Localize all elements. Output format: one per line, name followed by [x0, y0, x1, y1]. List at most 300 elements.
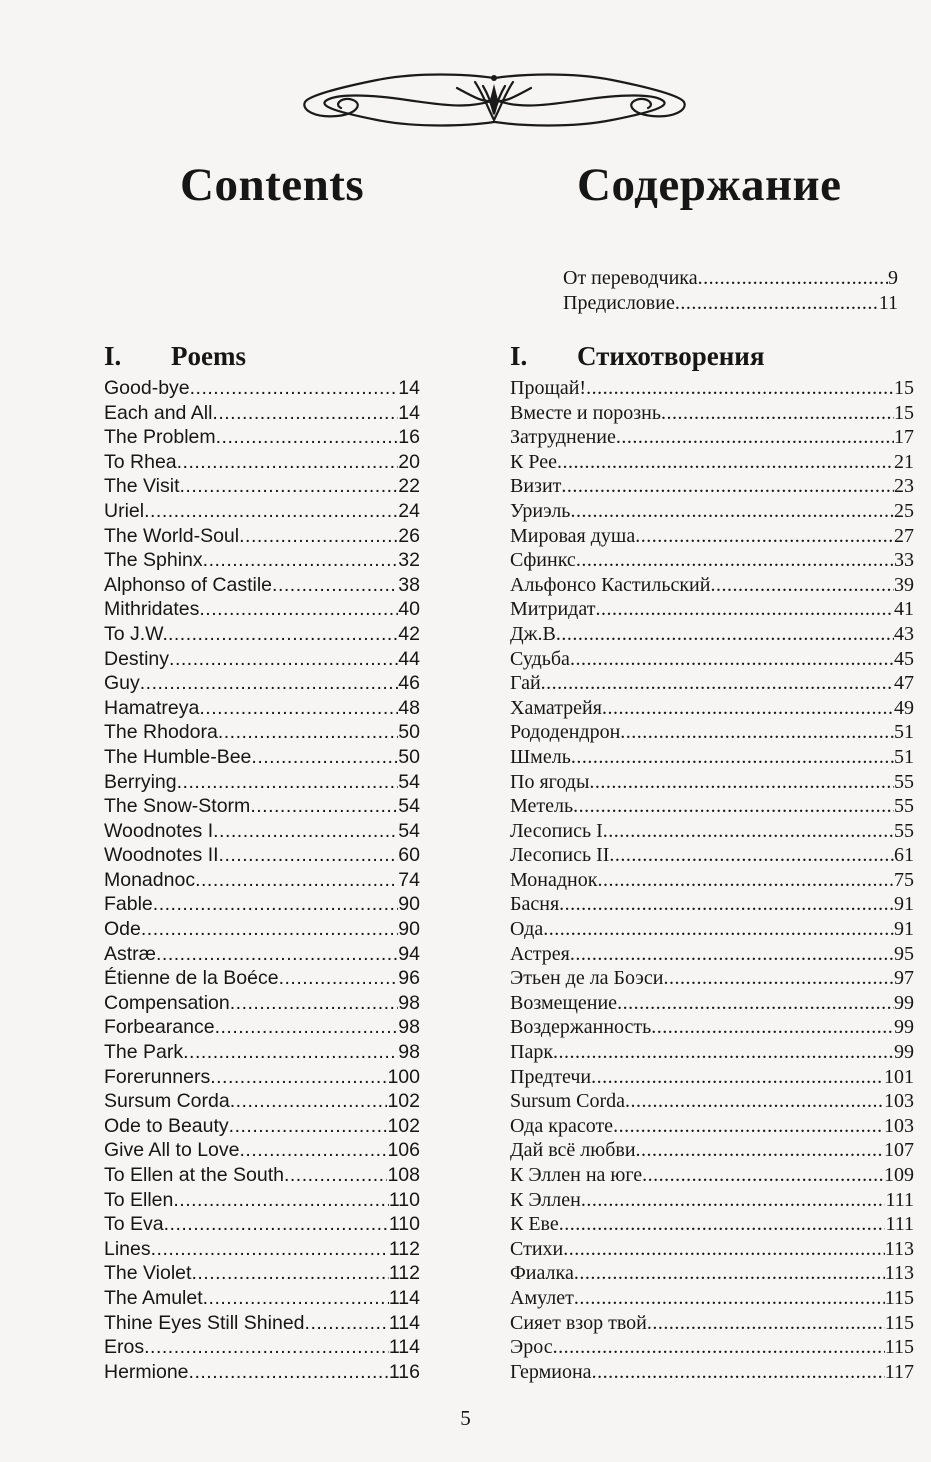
entry-title: Визит: [510, 475, 562, 498]
toc-entry: [104, 1360, 420, 1385]
toc-entry: [510, 843, 914, 868]
toc-entry: [510, 1163, 914, 1188]
toc-entry: [104, 966, 420, 991]
entry-page: 103: [884, 1090, 914, 1113]
toc-entry: [510, 573, 914, 598]
toc-entry: [104, 1311, 420, 1336]
entry-page: 50: [398, 721, 420, 744]
dot-leader: [603, 819, 894, 844]
entry-page: 54: [398, 795, 420, 818]
entry-title: Forerunners: [104, 1065, 211, 1088]
scroll-ornament-icon: [297, 70, 692, 130]
toc-entry: [104, 450, 420, 475]
entry-page: 99: [894, 1041, 914, 1064]
toc-entry: [510, 696, 914, 721]
dot-leader: [168, 622, 398, 647]
entry-title: Woodnotes II: [104, 844, 219, 867]
entry-title: Стихи: [510, 1237, 564, 1260]
toc-entry: [104, 647, 420, 672]
dot-leader: [156, 942, 398, 967]
entry-title: Предисловие: [563, 291, 675, 314]
dot-leader: [218, 720, 398, 745]
dot-leader: [602, 696, 894, 721]
section-title-ru: Стихотворения: [577, 341, 765, 371]
page-number: 5: [460, 1406, 471, 1430]
toc-entry: [510, 1089, 914, 1114]
entries-list-ru: [510, 376, 914, 1384]
dot-leader: [543, 917, 894, 942]
entry-page: 54: [398, 770, 420, 793]
toc-entry: [510, 1335, 914, 1360]
dot-leader: [210, 1065, 387, 1090]
dot-leader: [557, 450, 894, 475]
entry-title: Астрея: [510, 942, 570, 965]
entry-page: 96: [398, 967, 420, 990]
dot-leader: [284, 1163, 387, 1188]
entry-page: 49: [894, 696, 914, 719]
entry-title: Возмещение: [510, 991, 618, 1014]
dot-leader: [636, 1138, 884, 1163]
entry-title: Уриэль: [510, 499, 571, 522]
dot-leader: [541, 671, 894, 696]
entry-page: 33: [894, 549, 914, 572]
dot-leader: [240, 1138, 388, 1163]
dot-leader: [164, 1212, 389, 1237]
entry-title: Guy: [104, 672, 140, 695]
entry-title: Рододендрон: [510, 721, 621, 744]
entry-page: 24: [398, 499, 420, 522]
entry-page: 95: [894, 942, 914, 965]
entry-page: 43: [894, 622, 914, 645]
entry-title: Предтечи: [510, 1065, 592, 1088]
toc-entry: [510, 499, 914, 524]
toc-entry: [563, 266, 898, 291]
dot-leader: [203, 1286, 389, 1311]
toc-entry: [104, 1114, 420, 1139]
dot-leader: [571, 745, 894, 770]
entry-title: Дай всё любви: [510, 1139, 636, 1162]
toc-entry: [104, 1286, 420, 1311]
entry-title: To Eva: [104, 1213, 164, 1236]
toc-entry: [563, 291, 898, 316]
entry-page: 112: [388, 1237, 420, 1260]
entry-page: 111: [885, 1188, 914, 1211]
entry-title: Митридат: [510, 598, 596, 621]
toc-entry: [510, 819, 914, 844]
entry-title: Затруднение: [510, 426, 616, 449]
entry-page: 97: [894, 967, 914, 990]
entry-title: Lines: [104, 1237, 151, 1260]
dot-leader: [663, 966, 894, 991]
entry-title: Monadnoc: [104, 868, 196, 891]
entry-page: 50: [398, 745, 420, 768]
entry-title: Парк: [510, 1041, 554, 1064]
entry-page: 11: [878, 291, 898, 314]
entry-page: 111: [885, 1213, 914, 1236]
entry-page: 102: [387, 1114, 420, 1137]
entry-title: Thine Eyes Still Shined: [104, 1311, 305, 1334]
entry-title: The Problem: [104, 426, 216, 449]
toc-entry: [510, 1065, 914, 1090]
entry-title: Good-bye: [104, 377, 190, 399]
entry-page: 114: [388, 1286, 420, 1309]
dot-leader: [581, 1188, 886, 1213]
entry-page: 44: [398, 647, 420, 670]
entry-page: 55: [894, 795, 914, 818]
entry-title: Woodnotes I: [104, 819, 214, 842]
entry-page: 103: [884, 1114, 914, 1137]
toc-entry: [510, 917, 914, 942]
toc-entry: [104, 794, 420, 819]
dot-leader: [189, 1360, 389, 1385]
toc-entry: [510, 1212, 914, 1237]
entry-title: К Эллен: [510, 1188, 581, 1211]
entry-page: 115: [884, 1286, 914, 1309]
toc-entry: [104, 819, 420, 844]
entry-page: 98: [398, 991, 420, 1014]
toc-entry: [104, 892, 420, 917]
entry-title: To Ellen at the South: [104, 1164, 284, 1186]
toc-entry: [104, 376, 420, 401]
entry-title: Fable: [104, 893, 153, 916]
entry-title: The Rhodora: [104, 721, 218, 744]
toc-entry: [104, 524, 420, 549]
dot-leader: [556, 622, 894, 647]
toc-entry: [510, 720, 914, 745]
toc-entry: [104, 1212, 420, 1237]
toc-entry: [510, 597, 914, 622]
dot-leader: [595, 597, 894, 622]
entry-title: Гермиона: [510, 1360, 592, 1383]
entry-page: 98: [398, 1016, 420, 1039]
toc-entry: [510, 1138, 914, 1163]
toc-entry: [104, 1237, 420, 1262]
contents-title: Contents: [180, 159, 365, 211]
entry-title: Сфинкс: [510, 549, 576, 572]
entry-page: 39: [894, 573, 914, 596]
entry-page: 114: [388, 1336, 420, 1359]
toc-entry: [104, 1089, 420, 1114]
dot-leader: [661, 401, 894, 426]
entry-page: 113: [884, 1262, 914, 1285]
section-heading-ru: [510, 340, 914, 372]
toc-entry: [510, 1311, 914, 1336]
toc-entry: [104, 499, 420, 524]
entry-page: 14: [398, 401, 420, 424]
toc-entry: [104, 671, 420, 696]
entry-page: 9: [888, 267, 898, 289]
entry-page: 27: [894, 524, 914, 547]
entry-page: 25: [894, 499, 914, 522]
toc-entry: [510, 868, 914, 893]
entry-title: Eros: [104, 1336, 145, 1359]
entry-page: 16: [398, 426, 420, 449]
entry-page: 117: [884, 1360, 914, 1383]
entry-page: 90: [398, 918, 420, 941]
entry-title: Дж.В: [510, 622, 556, 645]
toc-entry: [510, 1286, 914, 1311]
toc-entry: [104, 1261, 420, 1286]
entry-page: 99: [894, 1016, 914, 1039]
toc-entry: [104, 942, 420, 967]
entry-title: Ode to Beauty: [104, 1114, 229, 1137]
entry-page: 108: [387, 1164, 420, 1186]
toc-entry: [104, 770, 420, 795]
dot-leader: [230, 1089, 388, 1114]
entry-page: 32: [398, 549, 420, 572]
toc-entry: [510, 474, 914, 499]
entry-page: 61: [894, 844, 914, 867]
toc-entry: [104, 1188, 420, 1213]
dot-leader: [141, 917, 398, 942]
dot-leader: [563, 1237, 885, 1262]
entry-title: The Humble-Bee: [104, 745, 252, 768]
dot-leader: [570, 647, 894, 672]
entry-title: По ягоды: [510, 770, 590, 793]
entry-title: To J.W.: [104, 622, 168, 645]
toc-entry: [510, 376, 914, 401]
dot-leader: [180, 474, 399, 499]
toc-entry: [104, 401, 420, 426]
entry-page: 47: [894, 672, 914, 695]
entry-page: 45: [894, 647, 914, 670]
dot-leader: [698, 266, 888, 291]
dot-leader: [190, 376, 399, 401]
toc-entry: [104, 1065, 420, 1090]
dot-leader: [215, 1015, 399, 1040]
toc-entry: [510, 794, 914, 819]
dot-leader: [620, 720, 894, 745]
entry-title: Лесопись II: [510, 844, 610, 867]
dot-leader: [597, 868, 894, 893]
entry-page: 116: [388, 1360, 420, 1383]
toc-entry: [104, 622, 420, 647]
toc-entry: [104, 425, 420, 450]
dot-leader: [592, 1360, 885, 1385]
entry-page: 41: [894, 598, 914, 621]
dot-leader: [195, 868, 398, 893]
entry-page: 48: [398, 696, 420, 719]
entry-title: От переводчика: [563, 267, 698, 289]
entry-title: Uriel: [104, 499, 145, 522]
dot-leader: [647, 1311, 885, 1336]
entry-title: Вместе и порознь: [510, 401, 661, 424]
toc-entry: [104, 720, 420, 745]
dot-leader: [675, 291, 879, 316]
entry-page: 55: [894, 819, 914, 842]
entry-page: 113: [884, 1237, 914, 1260]
dot-leader: [586, 376, 894, 401]
toc-entry: [510, 1237, 914, 1262]
entry-title: To Ellen: [104, 1188, 174, 1211]
dot-leader: [229, 1114, 388, 1139]
entry-title: Ode: [104, 918, 141, 941]
entry-page: 98: [398, 1041, 420, 1064]
toc-entry: [510, 401, 914, 426]
entry-page: 91: [894, 918, 914, 941]
toc-entry: [510, 1114, 914, 1139]
section-heading: [104, 340, 420, 372]
entry-page: 38: [398, 573, 420, 596]
entry-title: Hamatreya: [104, 696, 200, 719]
dot-leader: [151, 1237, 389, 1262]
dot-leader: [177, 450, 399, 475]
entry-title: К Еве: [510, 1213, 559, 1236]
entry-title: Berrying: [104, 770, 177, 793]
dot-leader: [635, 524, 894, 549]
entry-page: 51: [894, 745, 914, 768]
dot-leader: [230, 991, 399, 1016]
toc-entry: [510, 647, 914, 672]
entry-title: Судьба: [510, 647, 570, 670]
entry-title: The Park: [104, 1041, 184, 1064]
entry-page: 94: [398, 942, 420, 965]
toc-entry: [510, 892, 914, 917]
dot-leader: [553, 1335, 885, 1360]
entry-page: 54: [398, 819, 420, 842]
entry-title: Гай: [510, 672, 541, 695]
entry-page: 99: [894, 991, 914, 1014]
entry-title: Astræ: [104, 942, 157, 965]
entry-page: 115: [884, 1336, 914, 1359]
entry-title: Фиалка: [510, 1262, 574, 1285]
toc-entry: [104, 917, 420, 942]
dot-leader: [576, 548, 894, 573]
entry-page: 17: [894, 426, 914, 449]
entry-page: 102: [387, 1090, 420, 1113]
dot-leader: [177, 770, 399, 795]
toc-entry: [510, 966, 914, 991]
toc-entry: [510, 671, 914, 696]
entry-page: 14: [398, 377, 420, 399]
entry-title: Эрос: [510, 1336, 553, 1359]
entry-page: 90: [398, 893, 420, 916]
dot-leader: [710, 573, 894, 598]
dot-leader: [169, 647, 398, 672]
dot-leader: [239, 524, 398, 549]
entry-title: Give All to Love: [104, 1139, 240, 1162]
entry-page: 40: [398, 598, 420, 621]
entry-title: Destiny: [104, 647, 170, 670]
dot-leader: [173, 1188, 389, 1213]
entry-page: 26: [398, 524, 420, 547]
dot-leader: [199, 696, 398, 721]
toc-entry: [510, 1040, 914, 1065]
entry-page: 115: [884, 1311, 914, 1334]
entry-title: The Amulet: [104, 1286, 203, 1309]
entry-title: Амулет: [510, 1286, 574, 1309]
dot-leader: [212, 401, 398, 426]
entry-title: To Rhea: [104, 450, 177, 473]
entry-title: Étienne de la Boéce: [104, 967, 279, 990]
dot-leader: [573, 794, 894, 819]
entry-page: 101: [884, 1065, 914, 1088]
entry-title: Each and All: [104, 401, 213, 424]
entry-page: 23: [894, 475, 914, 498]
entry-page: 112: [388, 1262, 420, 1285]
preface-list: [563, 266, 898, 315]
entry-title: The Violet: [104, 1262, 192, 1285]
toc-entry: [510, 1188, 914, 1213]
dot-leader: [559, 1212, 886, 1237]
dot-leader: [570, 942, 894, 967]
toc-entry: [104, 745, 420, 770]
toc-entry: [104, 548, 420, 573]
entry-page: 114: [388, 1311, 420, 1334]
dot-leader: [613, 1114, 884, 1139]
toc-entry: [104, 868, 420, 893]
toc-entry: [104, 843, 420, 868]
entry-title: Mithridates: [104, 598, 200, 621]
entry-title: Compensation: [104, 991, 230, 1014]
entry-title: Сияет взор твой: [510, 1311, 647, 1334]
entry-title: Басня: [510, 893, 560, 916]
entry-title: Шмель: [510, 745, 571, 768]
toc-entry: [510, 1360, 914, 1385]
entry-page: 15: [894, 377, 914, 399]
entry-page: 75: [894, 868, 914, 891]
toc-entry: [510, 450, 914, 475]
entry-title: Sursum Corda: [104, 1090, 230, 1113]
entry-page: 55: [894, 770, 914, 793]
toc-entry: [510, 1015, 914, 1040]
dot-leader: [570, 499, 894, 524]
entry-title: The Snow-Storm: [104, 795, 251, 818]
entry-title: Мировая душа: [510, 524, 636, 547]
entry-title: Лесопись I: [510, 819, 603, 842]
toc-entry: [104, 1335, 420, 1360]
toc-entry: [510, 942, 914, 967]
dot-leader: [216, 425, 399, 450]
entry-title: Этьен де ла Боэси: [510, 967, 664, 990]
entry-page: 110: [388, 1188, 420, 1211]
entry-title: Ода: [510, 918, 544, 941]
dot-leader: [144, 499, 398, 524]
entry-title: Прощай!: [510, 377, 587, 399]
dot-leader: [191, 1261, 388, 1286]
toc-entry: [510, 770, 914, 795]
dot-leader: [153, 892, 399, 917]
entry-page: 22: [398, 475, 420, 498]
dot-leader: [199, 597, 398, 622]
toc-entry: [104, 597, 420, 622]
toc-entry: [510, 991, 914, 1016]
dot-leader: [574, 1286, 885, 1311]
entry-title: The Sphinx: [104, 549, 203, 572]
contents-column-en: [104, 340, 420, 1384]
entry-title: Хаматрейя: [510, 696, 602, 719]
entry-title: К Рее: [510, 450, 557, 473]
entry-page: 109: [884, 1164, 914, 1186]
dot-leader: [203, 548, 399, 573]
entry-title: Монаднок: [510, 868, 598, 891]
dot-leader: [140, 671, 399, 696]
toc-entry: [510, 622, 914, 647]
dot-leader: [625, 1089, 884, 1114]
dot-leader: [589, 770, 894, 795]
dot-leader: [219, 843, 399, 868]
section-number: I.: [104, 341, 122, 371]
toc-entry: [510, 425, 914, 450]
toc-entry: [104, 1138, 420, 1163]
entry-title: Hermione: [104, 1360, 189, 1383]
dot-leader: [617, 991, 894, 1016]
dot-leader: [183, 1040, 398, 1065]
entry-page: 15: [894, 401, 914, 424]
entry-title: Forbearance: [104, 1016, 215, 1039]
entry-page: 107: [884, 1139, 914, 1162]
entry-page: 110: [388, 1213, 420, 1236]
